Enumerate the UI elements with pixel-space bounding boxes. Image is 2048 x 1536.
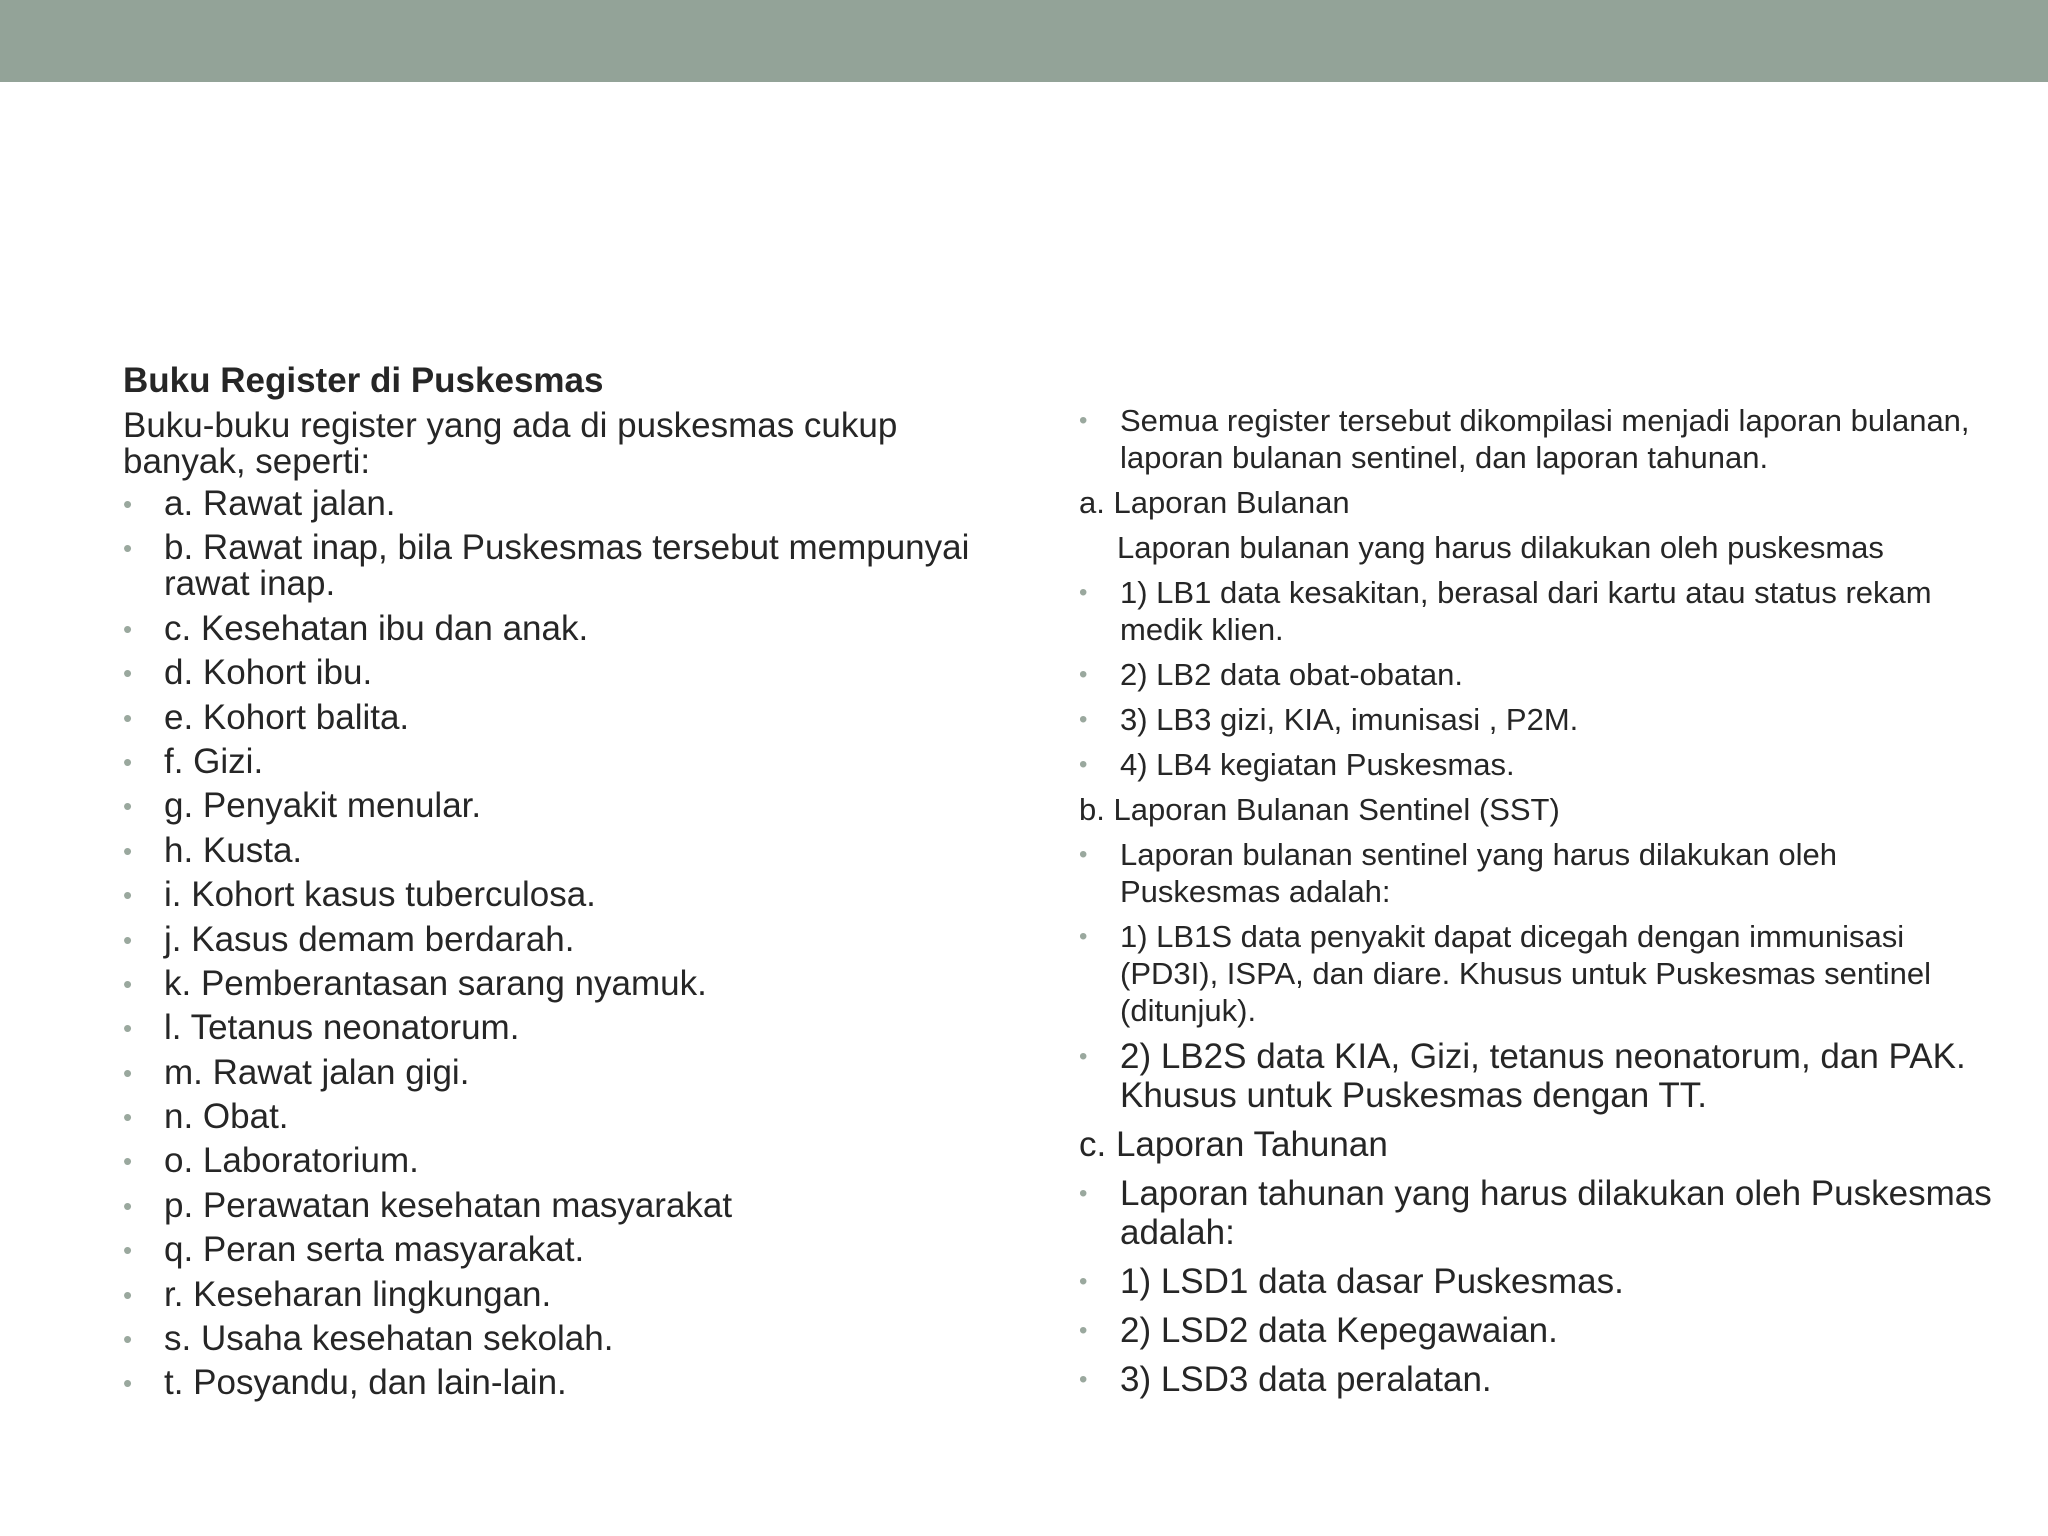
list-item: • s. Usaha kesehatan sekolah. bbox=[123, 1319, 614, 1359]
list-item: • r. Keseharan lingkungan. bbox=[123, 1274, 552, 1314]
register-list bbox=[123, 486, 1003, 1401]
bullet-icon: • bbox=[123, 791, 133, 822]
list-item: • 3) LB3 gizi, KIA, imunisasi , P2M. bbox=[1079, 702, 1579, 737]
list-item: • h. Kusta. bbox=[123, 830, 303, 870]
list-item: • j. Kasus demam berdarah. bbox=[123, 919, 575, 959]
bullet-icon: • bbox=[123, 1057, 133, 1088]
bullet-icon: • bbox=[1079, 579, 1088, 606]
header-bar bbox=[0, 0, 2048, 82]
list-item: • i. Kohort kasus tuberculosa. bbox=[123, 875, 596, 915]
right-column bbox=[1079, 402, 1999, 1409]
bullet-icon: • bbox=[123, 746, 133, 777]
bullet-icon: • bbox=[123, 613, 133, 644]
section-b-title: b. Laporan Bulanan Sentinel (SST) bbox=[1079, 792, 1560, 827]
bullet-icon: • bbox=[123, 835, 133, 866]
list-item: • 2) LB2 data obat-obatan. bbox=[1079, 657, 1463, 692]
bullet-icon: • bbox=[123, 658, 133, 689]
bullet-icon: • bbox=[123, 489, 133, 519]
list-item: • l. Tetanus neonatorum. bbox=[123, 1008, 520, 1048]
list-item: • 2) LSD2 data Kepegawaian. bbox=[1079, 1311, 1558, 1350]
bullet-icon: • bbox=[1079, 1180, 1088, 1207]
list-item: • n. Obat. bbox=[123, 1097, 289, 1137]
bullet-icon: • bbox=[1079, 1366, 1088, 1393]
list-item: • a. Rawat jalan. bbox=[123, 484, 396, 523]
section-heading: Buku Register di Puskesmas bbox=[123, 361, 604, 400]
list-item: • 1) LB1 data kesakitan, berasal dari kartu atau status rekam medik klien. bbox=[1079, 575, 1932, 647]
list-item: • d. Kohort ibu. bbox=[123, 653, 373, 693]
bullet-icon: • bbox=[123, 880, 133, 911]
list-item: • 1) LSD1 data dasar Puskesmas. bbox=[1079, 1262, 1624, 1301]
bullet-icon: • bbox=[123, 1279, 133, 1310]
bullet-icon: • bbox=[1079, 841, 1088, 868]
bullet-icon: • bbox=[123, 1146, 133, 1177]
list-item: • o. Laboratorium. bbox=[123, 1141, 419, 1181]
list-item: • m. Rawat jalan gigi. bbox=[123, 1052, 470, 1092]
bullet-icon: • bbox=[1079, 407, 1088, 434]
list-item: • 3) LSD3 data peralatan. bbox=[1079, 1360, 1492, 1399]
bullet-icon: • bbox=[123, 702, 133, 733]
list-item: • Laporan bulanan sentinel yang harus dilakukan oleh Puskesmas adalah: bbox=[1079, 837, 1837, 909]
bullet-icon: • bbox=[1079, 1268, 1088, 1295]
intro-text: Buku-buku register yang ada di puskesmas cukup banyak, seperti: bbox=[123, 406, 898, 481]
bullet-icon: • bbox=[123, 924, 133, 955]
list-item: • Semua register tersebut dikompilasi menjadi laporan bulanan, laporan bulanan sentinel, dan laporan tahunan. bbox=[1079, 403, 1970, 475]
list-item: • t. Posyandu, dan lain-lain. bbox=[123, 1363, 567, 1403]
bullet-icon: • bbox=[1079, 661, 1088, 688]
section-a-subtitle: Laporan bulanan yang harus dilakukan oleh puskesmas bbox=[1117, 530, 1884, 565]
list-item: • b. Rawat inap, bila Puskesmas tersebut mempunyai rawat inap. bbox=[123, 528, 970, 604]
list-item: • 2) LB2S data KIA, Gizi, tetanus neonatorum, dan PAK. Khusus untuk Puskesmas dengan TT. bbox=[1079, 1037, 1966, 1115]
list-item: • Laporan tahunan yang harus dilakukan oleh Puskesmas adalah: bbox=[1079, 1174, 1992, 1252]
bullet-icon: • bbox=[123, 1324, 133, 1355]
bullet-icon: • bbox=[123, 968, 133, 999]
list-item: • e. Kohort balita. bbox=[123, 697, 410, 737]
list-item: • f. Gizi. bbox=[123, 741, 264, 781]
bullet-icon: • bbox=[1079, 751, 1088, 778]
bullet-icon: • bbox=[123, 1013, 133, 1044]
bullet-icon: • bbox=[1079, 1043, 1088, 1070]
list-item: • 1) LB1S data penyakit dapat dicegah dengan immunisasi (PD3I), ISPA, dan diare. Khusus untuk Puskesmas sentinel (ditunjuk). bbox=[1079, 919, 1931, 1028]
bullet-icon: • bbox=[1079, 1317, 1088, 1344]
section-c-title: c. Laporan Tahunan bbox=[1079, 1125, 1388, 1164]
bullet-icon: • bbox=[123, 1190, 133, 1221]
bullet-icon: • bbox=[123, 1235, 133, 1266]
bullet-icon: • bbox=[1079, 706, 1088, 733]
list-item: • p. Perawatan kesehatan masyarakat bbox=[123, 1185, 733, 1225]
bullet-icon: • bbox=[123, 533, 133, 564]
list-item: • 4) LB4 kegiatan Puskesmas. bbox=[1079, 747, 1515, 782]
list-item: • k. Pemberantasan sarang nyamuk. bbox=[123, 963, 707, 1003]
list-item: • g. Penyakit menular. bbox=[123, 786, 482, 826]
bullet-icon: • bbox=[1079, 923, 1088, 950]
list-item: • q. Peran serta masyarakat. bbox=[123, 1230, 585, 1270]
bullet-icon: • bbox=[123, 1368, 133, 1399]
bullet-icon: • bbox=[123, 1102, 133, 1133]
section-a-title: a. Laporan Bulanan bbox=[1079, 485, 1350, 520]
list-item: • c. Kesehatan ibu dan anak. bbox=[123, 608, 589, 648]
left-column bbox=[123, 360, 1003, 1410]
